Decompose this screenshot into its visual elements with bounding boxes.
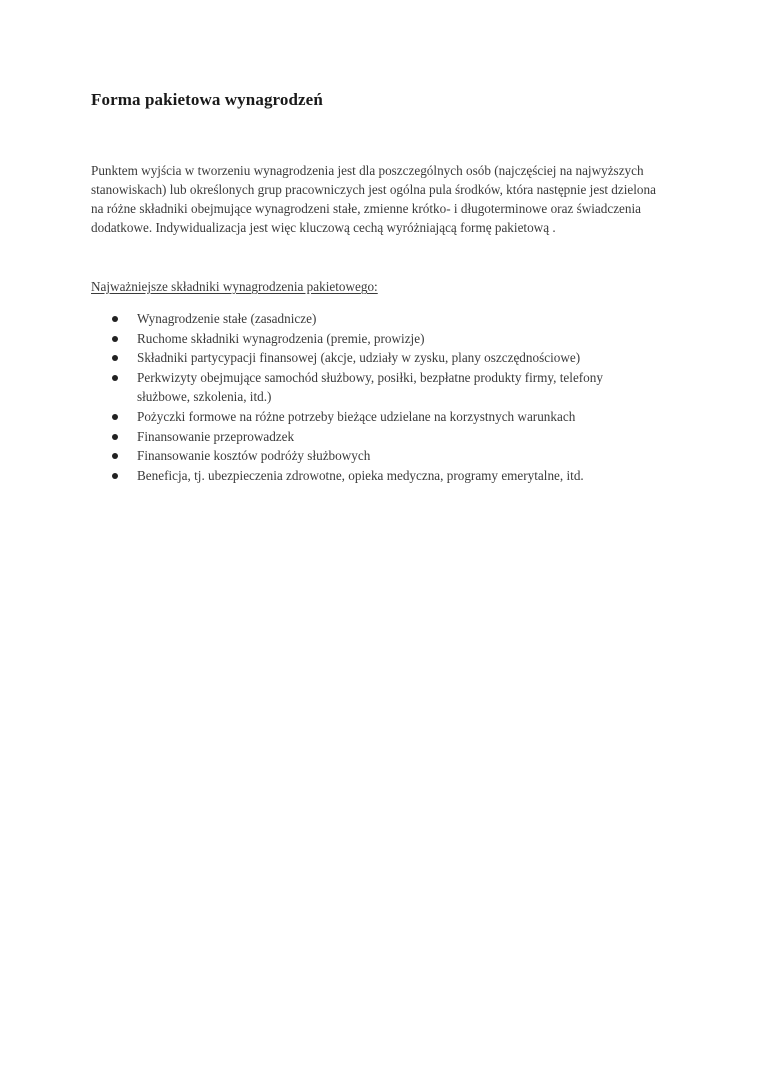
- bullet-icon: [112, 355, 118, 361]
- list-item-text: Beneficja, tj. ubezpieczenia zdrowotne, opieka medyczna, programy emerytalne, itd.: [137, 467, 584, 483]
- bullet-icon: [112, 414, 118, 420]
- list-item-text: Ruchome składniki wynagrodzenia (premie, prowizje): [137, 330, 425, 346]
- list-item-text: Składniki partycypacji finansowej (akcje, udziały w zysku, plany oszczędnościowe): [137, 350, 581, 366]
- list-item: [91, 329, 651, 349]
- bullet-icon: [112, 375, 118, 381]
- bullet-icon: [112, 316, 118, 322]
- list-item: [91, 348, 651, 368]
- list-item: [91, 466, 651, 486]
- list-item: [91, 368, 651, 407]
- bullet-icon: [112, 453, 118, 459]
- list-item: [91, 446, 651, 466]
- list-item-text: Pożyczki formowe na różne potrzeby bieżące udzielane na korzystnych warunkach: [137, 408, 576, 424]
- list-item-text: Perkwizyty obejmujące samochód służbowy, posiłki, bezpłatne produkty firmy, telefony służbowe, szkolenia, itd.): [137, 369, 603, 405]
- list-item: [91, 427, 651, 447]
- components-heading: Najważniejsze składniki wynagrodzenia pakietowego:: [91, 279, 378, 294]
- list-item-text: Finansowanie kosztów podróży służbowych: [137, 448, 371, 464]
- list-item-text: Wynagrodzenie stałe (zasadnicze): [137, 311, 317, 326]
- components-list: [91, 309, 651, 485]
- intro-paragraph: Punktem wyjścia w tworzeniu wynagrodzenia jest dla poszczególnych osób (najczęściej na najwyższych stanowiskach) lub określonych grup pracowniczych jest ogólna pula środków, która następnie jest dzielona na różne składniki obejmujące wynagrodzeni stałe, zmienne krótko- i długoterminowe oraz świadczenia dodatkowe. Indywidualizacja jest więc kluczową cechą wyróżniającą formę pakietową .: [91, 163, 656, 235]
- bullet-icon: [112, 473, 118, 479]
- bullet-icon: [112, 336, 118, 342]
- bullet-icon: [112, 434, 118, 440]
- list-item: [91, 309, 651, 329]
- list-item: [91, 407, 651, 427]
- list-item-text: Finansowanie przeprowadzek: [137, 428, 295, 444]
- document-title: Forma pakietowa wynagrodzeń: [91, 90, 323, 109]
